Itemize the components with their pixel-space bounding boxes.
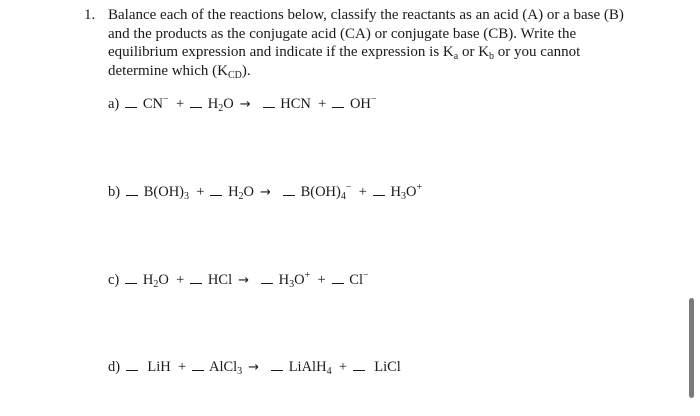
coefficient-blank[interactable] [353, 360, 365, 371]
product-1: $B(OH)_4^-$ [300, 182, 352, 202]
prompt-text-end: ). [241, 62, 251, 79]
ka-subscript: a [453, 51, 459, 62]
coefficient-blank[interactable] [332, 273, 344, 284]
plus-sign: + [317, 272, 326, 288]
reactant-1: $B(OH)_3$ [143, 184, 189, 202]
product-1: $H_3O^+$ [278, 270, 311, 290]
kcd-subscript: CD [227, 69, 242, 81]
reaction-d [108, 358, 401, 377]
reaction-label: a) [108, 96, 120, 112]
prompt-text: Balance each of the reactions below, classify the reactants as an acid (A) or a base (B) and the products as the conjugate acid (CA) or conjugate base (CB). Write the equilibrium expression and indicate if the expression is K [108, 7, 624, 60]
plus-sign: + [196, 184, 205, 200]
coefficient-blank[interactable] [261, 273, 273, 284]
reaction-arrow-icon: → [260, 185, 271, 200]
reaction-label: c) [108, 272, 120, 288]
kb-subscript: b [489, 51, 495, 62]
prompt-text-cannot: or you cannot determine which (K [108, 44, 581, 79]
plus-sign: + [318, 96, 327, 112]
reaction-arrow-icon: → [248, 360, 260, 375]
plus-sign: + [338, 359, 347, 375]
product-2: $H_3O^+$ [390, 182, 423, 202]
reactant-2: HCl [207, 272, 233, 288]
problem-number: 1. [84, 7, 96, 23]
coefficient-blank[interactable] [125, 273, 137, 284]
reactant-2: AlCl$_3$ [208, 359, 243, 377]
problem-prompt [108, 6, 638, 80]
reactant-2: $H_2O$ [207, 96, 234, 114]
prompt-text-or: or K [458, 44, 490, 60]
product-2: Cl− [349, 270, 369, 288]
coefficient-blank[interactable] [210, 185, 222, 196]
reaction-c [108, 271, 369, 290]
reactant-1: LiH [147, 359, 171, 375]
coefficient-blank[interactable] [192, 360, 204, 371]
plus-sign: + [358, 184, 367, 200]
coefficient-blank[interactable] [271, 360, 283, 371]
reaction-arrow-icon: → [239, 97, 251, 112]
coefficient-blank[interactable] [332, 97, 344, 108]
coefficient-blank[interactable] [126, 185, 138, 196]
coefficient-blank[interactable] [373, 185, 385, 196]
reaction-a [108, 95, 377, 114]
coefficient-blank[interactable] [283, 185, 295, 196]
coefficient-blank[interactable] [263, 97, 275, 108]
vertical-scrollbar[interactable] [689, 298, 694, 398]
reaction-label: d) [108, 359, 121, 375]
reactant-1: $H_2O$ [142, 272, 169, 290]
product-2: OH− [349, 94, 377, 112]
plus-sign: + [177, 359, 187, 375]
product-1: LiAlH$_4$ [288, 359, 332, 377]
reactant-2: $H_2O$ [228, 184, 255, 202]
product-1: HCN [280, 96, 311, 112]
coefficient-blank[interactable] [126, 360, 138, 371]
product-2: LiCl [374, 359, 401, 375]
reaction-arrow-icon: → [238, 273, 249, 288]
reactant-1: CN− [142, 94, 169, 112]
plus-sign: + [175, 96, 185, 112]
reaction-label: b) [108, 184, 121, 200]
reaction-b [108, 183, 422, 202]
coefficient-blank[interactable] [125, 97, 137, 108]
coefficient-blank[interactable] [190, 273, 202, 284]
plus-sign: + [176, 272, 185, 288]
coefficient-blank[interactable] [190, 97, 202, 108]
